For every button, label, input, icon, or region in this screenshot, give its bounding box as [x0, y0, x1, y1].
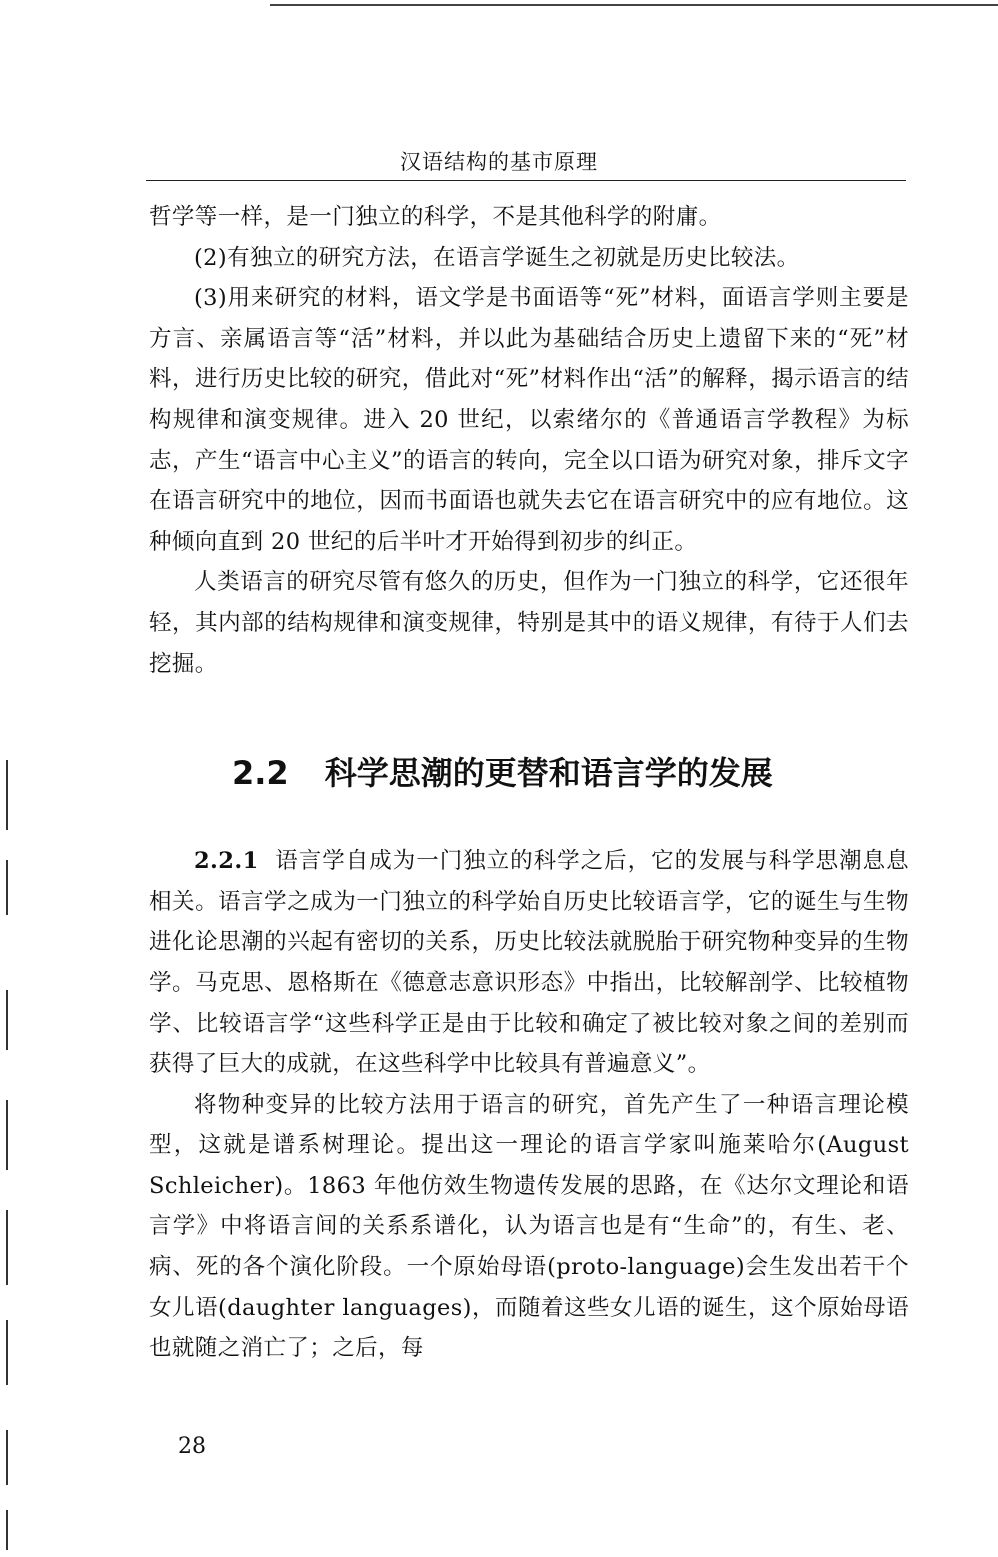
section-number: 2.2 — [232, 754, 289, 793]
scan-edge-mark — [6, 1210, 8, 1285]
scan-edge-mark — [6, 1320, 8, 1385]
paragraph-point-2: (2)有独立的研究方法，在语言学诞生之初就是历史比较法。 — [194, 244, 800, 271]
scan-edge-mark — [6, 990, 8, 1050]
top-edge-rule — [270, 4, 998, 6]
subsection-paragraph-1-text: 语言学自成为一门独立的科学之后，它的发展与科学思潮息息相关。语言学之成为一门独立的科学始自历史比较语言学，它的诞生与生物进化论思潮的兴起有密切的关系，历史比较法就脱胎于研究物种变异的生物学。马克思、恩格斯在《德意志意识形态》中指出，比较解剖学、比较植物学、比较语言学“这些科学正是由于比较和确定了被比较对象之间的差别而获得了巨大的成就，在这些科学中比较具有普遍意义”。 — [149, 848, 909, 1078]
scan-edge-mark — [6, 1430, 8, 1485]
running-header-title: 汉语结构的基市原理 — [400, 150, 598, 174]
page-body — [149, 197, 909, 1369]
subsection-number: 2.2.1 — [194, 848, 259, 875]
header-rule — [146, 180, 906, 181]
paragraph-continuation: 哲学等一样，是一门独立的科学，不是其他科学的附庸。 — [149, 204, 722, 230]
page-number: 28 — [178, 1434, 206, 1459]
scan-edge-mark — [6, 1510, 8, 1550]
paragraph-summary: 人类语言的研究尽管有悠久的历史，但作为一门独立的科学，它还很年轻，其内部的结构规律和演变规律，特别是其中的语义规律，有待于人们去挖掘。 — [149, 569, 909, 677]
section-title: 科学思潮的更替和语言学的发展 — [324, 754, 773, 793]
subsection-paragraph-1 — [149, 841, 909, 1085]
scan-edge-mark — [6, 1100, 8, 1170]
paragraph-point-3: (3)用来研究的材料，语文学是书面语等“死”材料，面语言学则主要是方言、亲属语言等“活”材料，并以此为基础结合历史上遗留下来的“死”材料，进行历史比较的研究，借此对“死”材料作出“活”的解释，揭示语言的结构规律和演变规律。进入 20 世纪，以索绪尔的《普通语言学教程》为标志，产生“语言中心主义”的语言的转向，完全以口语为研究对象，排斥文字在语言研究中的地位，因而书面语也就失去它在语言研究中的应有地位。这种倾向直到 20 世纪的后半叶才开始得到初步的纠正。 — [149, 285, 909, 555]
section-heading — [149, 750, 909, 796]
subsection-paragraph-2: 将物种变异的比较方法用于语言的研究，首先产生了一种语言理论模型，这就是谱系树理论。提出这一理论的语言学家叫施莱哈尔(August Schleicher)。1863 年他仿效生物遗传发展的思路，在《达尔文理论和语言学》中将语言间的关系系谱化，认为语言也是有“生命”的，有生、老、病、死的各个演化阶段。一个原始母语(proto-language)会生发出若干个女儿语(daughter languages)，而随着这些女儿语的诞生，这个原始母语也就随之消亡了；之后，每 — [149, 1091, 909, 1362]
scan-edge-mark — [6, 860, 8, 915]
scan-edge-mark — [6, 760, 8, 830]
